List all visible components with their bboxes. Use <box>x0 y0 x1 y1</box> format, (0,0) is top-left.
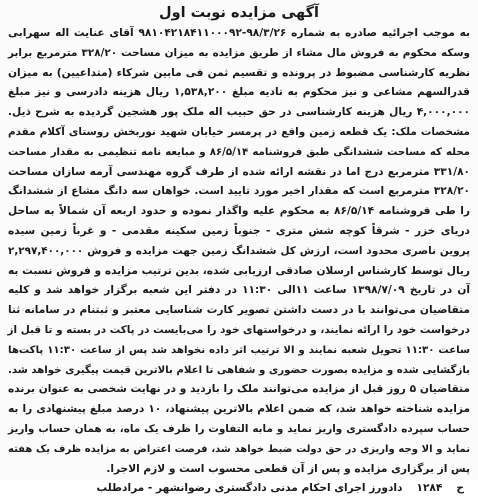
notice-line: ساعت ۱۱:۳۰ تحویل شعبه نمایند و الا ترتیب اثر داده نخواهد شد پس از ساعت ۱۱:۳۰ پاکت‌ها <box>8 344 471 356</box>
notice-line: به موجب اجرائیه صادره به شماره ۹۸/۳/۲۶-۹۸۱۰۴۲۱۸۴۱۱۰۰۰۹۲ آقای عنایت اله سهرابی <box>8 27 470 39</box>
notice-line: متقاضیان می‌توانند با در دست داشتن تصویر کارت شناسایی معتبر و ثبتنام در سامانه ثنا <box>8 304 470 317</box>
notice-line: درخواست خود را ارائه نمایند، و درخواستهای خود را می‌بایست در پاکت در بسته و تا قبل از <box>7 323 470 336</box>
notice-footer <box>8 479 470 497</box>
notice-body <box>8 24 470 479</box>
footer-code: ۱۲۸۴ <box>416 482 443 495</box>
notice-line: دریای خزر - شرقاً کوچه شش متری - جنوباً زمین سکینه مقدمی - و غرباً زمین سیده <box>8 224 470 237</box>
notice-line: را طی فروشنامه ۸۶/۵/۱۴ به محکوم علیه واگذار نموده و حدود اربعه آن شمالاً به ساحل <box>8 205 470 218</box>
notice-line: مشخصات ملک: یک قطعه زمین واقع در پرمسر خیابان شهید نوربخش روستای آکلام مقدم <box>8 125 470 138</box>
notice-line: آن در تاریخ ۱۳۹۸/۷/۰۹ ساعت ۱۱الی ۱۱:۳۰ در دفتر این شعبه برگزار خواهد شد و کلیه <box>8 284 470 297</box>
notice-line: ریال توسط کارشناس ارسلان صادقی ارزیابی شده، بدین ترتیب مزایده و فروش نسبت به <box>8 264 470 277</box>
footer-signature: دادورز اجرای احکام مدنی دادگستری رضوانشهر - مرادطلب <box>96 482 403 495</box>
notice-line: متقاضیان ۵ روز قبل از مزایده می‌توانند ملک را بازدید و در نهایت شخصی به عنوان برنده <box>8 383 470 396</box>
notice-line: ۳۳۱/۸۰ مترمربع درج اما در نقشه ارائه شده از طرف گروه مهندسی آرمه سازان مساحت <box>8 165 470 178</box>
notice-line: مزایده شناخته خواهد شد، که ضمن اعلام بالاترین پیشنهاد، ۱۰ درصد مبلغ پیشنهادی را به <box>8 403 471 416</box>
notice-line: نظریه کارشناسی مضبوط در پرونده و تقسیم ثمن فی مابین شرکاء (متداعیین) به میزان <box>8 66 470 79</box>
notice-line: محله که مساحت ششدانگی طبق فروشنامه ۸۶/۵/۱۴ و مبایعه نامه تنظیمی به مقدار مساحت <box>8 146 470 158</box>
notice-line: ۴,۰۰۰,۰۰۰ ریال هزینه کارشناسی در حق حبیب اله ملک پور هشجین گردیده به شرح ذیل. <box>8 106 470 119</box>
notice-line: نماید و الا وجه واریزی در حق دولت ضبط خواهد شد، فرصت اعتراض به مزایده ظرف یک هفته <box>8 443 470 455</box>
notice-line: قدرالسهم مشاعی و نیز محکوم به تادیه مبلغ ۱,۵۳۸,۲۰۰ ریال هزینه دادرسی و نیز مبلغ <box>8 86 470 99</box>
notice-line: پس از برگزاری مزایده و پس از آن قطعی محسوب است و لازم الاجرا. <box>106 462 470 475</box>
notice-line: ۳۲۸/۲۰ مترمربع است که مقدار اخیر مورد تایید است. خواهان سه دانگ مشاع از ششدانگ <box>8 185 470 198</box>
notice-line: حساب سپرده دادگستری واریز نماید و مابه التفاوت را ظرف یک ماه، به همان حساب واریز <box>8 422 470 435</box>
notice-line: پروین ناصری محدود است، ارزش کل ششدانگ زمین جهت مزایده و فروش ۲,۲۹۷,۴۰۰,۰۰۰ <box>8 244 470 257</box>
notice-title: آگهی مزایده نوبت اول <box>158 5 320 21</box>
footer-letter: ح <box>456 482 464 495</box>
notice-line: وسکه محکوم به فروش مال مشاء از طریق مزایده به میزان مساحت ۳۲۸/۲۰ مترمربع برابر <box>8 46 471 59</box>
notice-line: بازگشایی شده و مزایده بصورت حضوری و شفاهی تا اعلام بالاترین قیمت پیگیری خواهد شد. <box>8 364 470 376</box>
